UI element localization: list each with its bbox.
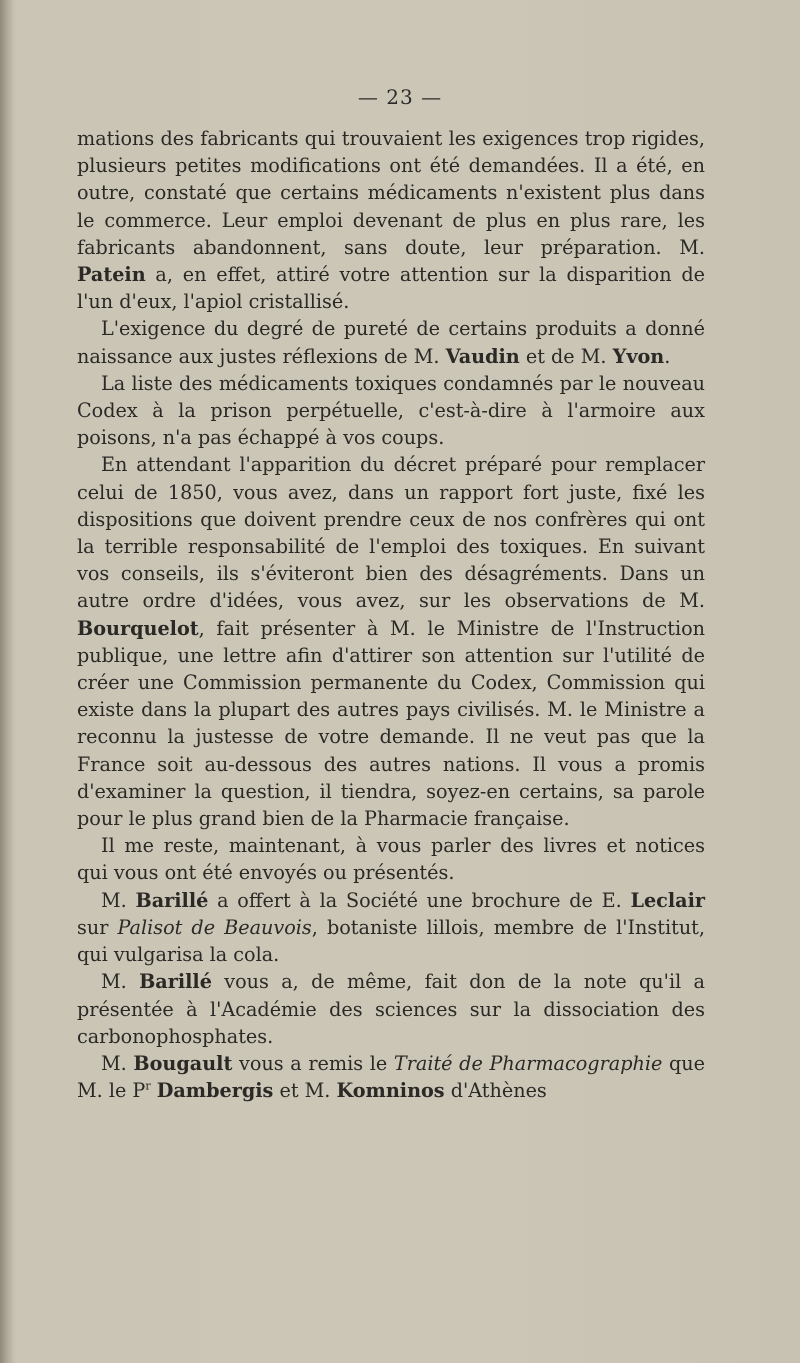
text-run: Il me reste, maintenant, à vous parler des livres et notices qui vous ont été envoyés ou présentés. (77, 834, 705, 885)
text-run: En attendant l'apparition du décret préparé pour remplacer celui de 1850, vous avez, dans un rapport fort juste, fixé les dispositions que doivent prendre ceux de nos confrères qui ont la terrible responsabilité de l'emploi des toxiques. En suivant vos conseils, ils s'éviteront bien des désagréments. Dans un autre ordre d'idées, vous avez, sur les observations de M. (77, 453, 705, 613)
page-spine-shadow (0, 0, 14, 1363)
text-run: et de M. (519, 344, 613, 368)
proper-name: Bourquelot (77, 616, 199, 640)
text-run: , fait présenter à M. le Ministre de l'Instruction publique, une lettre afin d'attirer son attention sur l'utilité de créer une Commission permanente du Codex, Commission qui existe dans la plupart des autres pays civilisés. M. le Ministre a reconnu la justesse de votre demande. Il ne veut pas que la France soit au-dessous des autres nations. Il vous a promis d'examiner la question, il tiendra, soyez-en certains, sa parole pour le plus grand bien de la Pharmacie française. (77, 616, 705, 831)
paragraph (77, 832, 705, 886)
paragraph (77, 451, 705, 832)
text-run: mations des fabricants qui trouvaient les exigences trop rigides, plusieurs petites modifications ont été demandées. Il a été, en outre, constaté que certains médicaments n'existent plus dans le commerce. Leur emploi devenant de plus en plus rare, les fabricants abandonnent, sans doute, leur préparation. M. (77, 127, 705, 259)
superscript: r (145, 1079, 151, 1093)
paragraph (77, 887, 705, 969)
text-run: vous a remis le (232, 1051, 394, 1075)
paragraph (77, 1050, 705, 1104)
paragraph (77, 968, 705, 1050)
text-run: et M. (273, 1079, 337, 1103)
proper-name: Dambergis (156, 1079, 274, 1103)
text-run: d'Athènes (444, 1079, 547, 1103)
proper-name: Patein (77, 263, 146, 287)
text-run: , botaniste lillois, membre de l'Institut, qui vulgarisa la cola. (77, 915, 705, 967)
text-run: a offert à la Société une brochure de E. (208, 888, 631, 912)
body-text (77, 125, 705, 1104)
text-run: L'exigence du degré de pureté de certains produits a donné naissance aux justes réflexions de M. (77, 317, 705, 368)
text-run: a, en effet, attiré votre attention sur la disparition de l'un d'eux, l'apiol cristallisé. (77, 263, 705, 314)
page-number: — 23 — (357, 85, 443, 109)
proper-name: Bougault (133, 1051, 233, 1075)
paragraph (77, 370, 705, 452)
italic-title: Traité de Pharmacographie (393, 1051, 663, 1075)
text-run: M. (101, 1051, 134, 1075)
text-run: M. (101, 888, 136, 912)
proper-name: Leclair (630, 888, 705, 912)
text-run: M. (101, 970, 140, 994)
text-run: vous a, de même, fait don de la note qu'il a présentée à l'Académie des sciences sur la dissociation des carbonophosphates. (77, 970, 705, 1048)
text-run: que M. le P (77, 1051, 705, 1103)
paragraph (77, 125, 705, 315)
proper-name: Vaudin (445, 344, 520, 368)
proper-name: Barillé (135, 888, 209, 912)
text-run: . (664, 344, 671, 368)
proper-name: Komninos (336, 1079, 445, 1103)
text-run: sur (77, 915, 118, 939)
text-run: La liste des médicaments toxiques condamnés par le nouveau Codex à la prison perpétuelle, c'est-à-dire à l'armoire aux poisons, n'a pas échappé à vos coups. (77, 371, 705, 450)
proper-name: Yvon (612, 344, 665, 368)
proper-name: Barillé (139, 970, 212, 994)
italic-title: Palisot de Beauvois (117, 915, 312, 939)
paragraph (77, 315, 705, 369)
